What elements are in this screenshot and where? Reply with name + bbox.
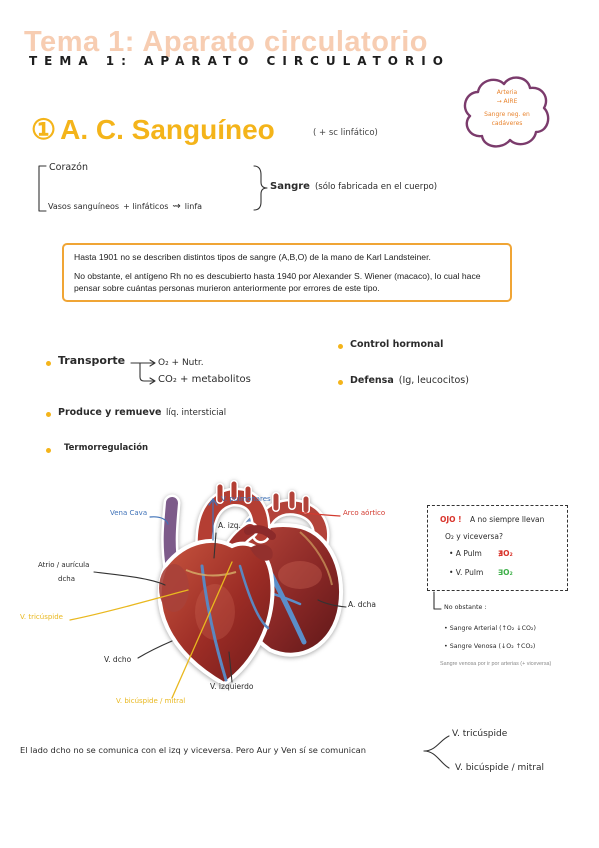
info-paragraph: Hasta 1901 no se describen distintos tipos de sangre (A,B,O) de la mano de Karl Landsteiner. [74, 252, 431, 262]
nevertheless-hook-arrow [434, 592, 441, 609]
right-atrium-pointer [94, 572, 165, 585]
section-aside: ( + sc linfático) [313, 128, 378, 138]
arterial-blood-item: • Sangre Arterial (↑O₂ ↓CO₂) [444, 625, 536, 632]
pulmonary-vein-o2: ∃O₂ [498, 568, 513, 577]
cloud-note-line: → AIRE [496, 97, 518, 105]
tricuspid-pointer [70, 590, 188, 620]
bullet-dot [46, 448, 51, 453]
pulmonary-vein-item: • V. Pulm [449, 568, 484, 577]
label-right-atrium-2: dcha [58, 575, 76, 583]
bullet-dot [338, 344, 343, 349]
warning-line-1: A no siempre llevan [470, 515, 545, 524]
transport-from-tissues: CO₂ + metabolitos [158, 374, 251, 385]
right-brace [254, 166, 267, 210]
title-highlight: Tema 1: Aparato circulatorio [24, 26, 428, 58]
defense-label: Defensa [350, 375, 394, 386]
history-info-box [62, 243, 512, 302]
nevertheless-heading: No obstante : [444, 604, 487, 611]
bullet-dot [338, 380, 343, 385]
left-bracket [39, 166, 46, 211]
interstitial-detail: líq. intersticial [166, 408, 227, 418]
transport-arrow-bottom [140, 363, 155, 384]
mitral-pointer [172, 562, 232, 698]
label-right-ventricle: V. dcho [104, 655, 132, 664]
label-left-ventricle: V. izquierdo [210, 682, 254, 691]
bottom-note: El lado dcho no se comunica con el izq y viceversa. Pero Aur y Ven sí se comunican [20, 745, 366, 755]
label-mitral: V. bicúspide / mitral [116, 697, 186, 705]
cloud-note-line: Sangre neg. en [484, 111, 530, 118]
result-blood: Sangre [270, 181, 310, 192]
right-atrium-back-pointer [318, 600, 346, 607]
defense-detail: (Ig, leucocitos) [398, 375, 469, 386]
bottom-branch-lower [424, 751, 449, 768]
aortic-arch-pointer [298, 512, 340, 516]
transport-to-tissues: O₂ + Nutr. [158, 358, 204, 368]
label-tricuspid: V. tricúspide [20, 613, 63, 621]
component-lymph: linfa [184, 202, 203, 211]
label-pulmonary-veins: V. pulmonares [221, 495, 271, 503]
function-transport: Transporte [58, 354, 126, 367]
function-defense [350, 376, 469, 387]
nevertheless-footnote: Sangre venosa por ir por arterias (+ viceversa) [440, 661, 552, 667]
label-aortic-arch: Arco aórtico [343, 509, 386, 517]
venous-blood-item: • Sangre Venosa (↓O₂ ↑CO₂) [444, 643, 536, 650]
bottom-branch-tricuspid: V. tricúspide [452, 729, 508, 739]
bottom-branch-mitral: V. bicúspide / mitral [455, 763, 545, 773]
component-vessels-row [48, 201, 202, 213]
pulmonary-artery-item: • A Pulm [449, 549, 482, 558]
vena-cava-pointer [150, 517, 168, 524]
page-title: TEMA 1: APARATO CIRCULATORIO [29, 54, 450, 68]
cloud-note-line: Arteria [496, 89, 518, 96]
function-hormonal: Control hormonal [350, 339, 444, 350]
bullet-dot [46, 412, 51, 417]
left-ventricle-pointer [229, 652, 232, 682]
component-lymphatics: + linfáticos [123, 202, 169, 211]
cloud-note-line: cadáveres [491, 119, 523, 127]
section-heading [31, 113, 275, 146]
label-right-atrium-back: A. dcha [348, 600, 377, 609]
transport-arrow-top [131, 360, 155, 366]
component-heart: Corazón [49, 162, 88, 173]
component-result [270, 181, 437, 193]
bottom-branch-upper [424, 736, 449, 751]
bullet-dot [46, 361, 51, 366]
squiggle-arrow-icon: ⇝ [172, 201, 181, 212]
warning-label: OJO ! [440, 515, 462, 524]
section-title: A. C. Sanguíneo [60, 114, 275, 145]
right-ventricle-pointer [138, 641, 172, 658]
pulmonary-artery-o2: ∄O₂ [498, 549, 513, 558]
warning-line-2: O₂ y viceversa? [445, 532, 503, 541]
function-interstitial: Produce y remueve [58, 407, 162, 418]
cloud-note [471, 89, 543, 128]
label-left-atrium: A. izq. [218, 521, 241, 530]
section-number: ① [31, 114, 57, 145]
result-note: (sólo fabricada en el cuerpo) [314, 182, 438, 192]
info-paragraph: No obstante, el antígeno Rh no es descubierto hasta 1940 por Alexander S. Wiener (macaco), lo cual hace pensar sobre cuántas personas murieron anteriormente por errores de este tipo. [74, 271, 481, 293]
function-thermoregulation: Termorregulación [64, 443, 149, 453]
component-vessels: Vasos sanguíneos [48, 202, 120, 211]
label-right-atrium: Atrio / aurícula [38, 561, 90, 569]
label-vena-cava: Vena Cava [110, 509, 148, 517]
left-atrium-pointer [214, 533, 216, 558]
